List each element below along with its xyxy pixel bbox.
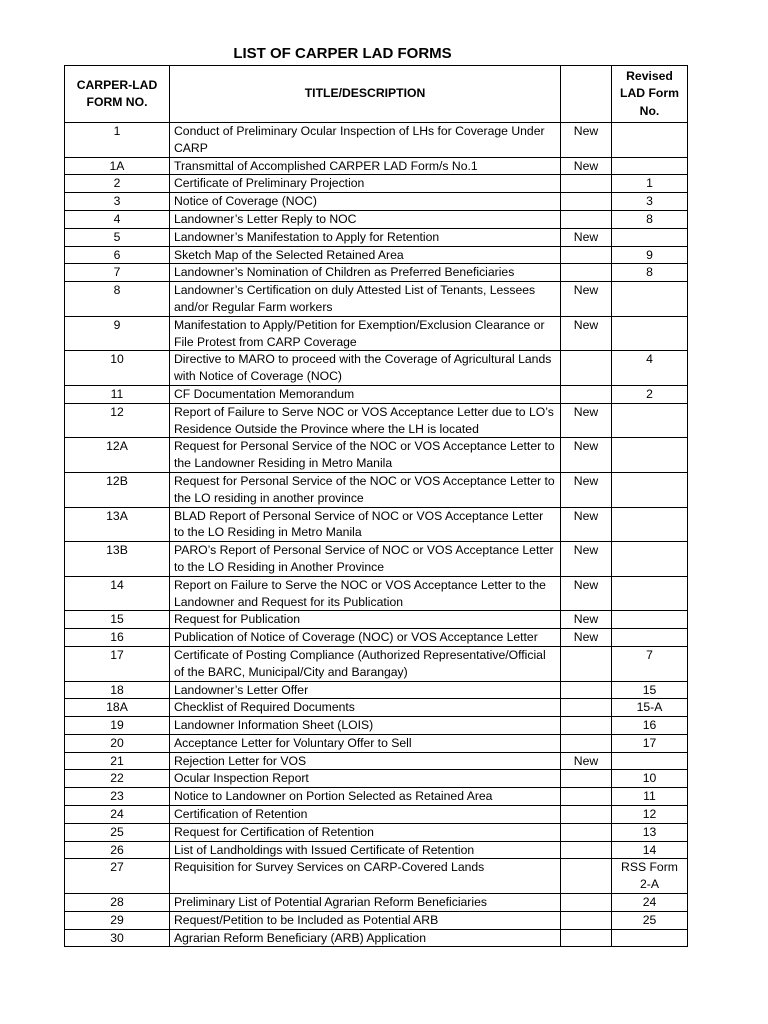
revised-form-number-cell — [612, 507, 688, 542]
table-row — [65, 542, 688, 577]
status-cell — [561, 681, 612, 699]
status-cell — [561, 806, 612, 824]
table-header — [65, 66, 688, 123]
revised-form-number-cell: 7 — [612, 646, 688, 681]
form-title-cell: Certification of Retention — [170, 806, 561, 824]
form-number-cell: 24 — [65, 806, 170, 824]
status-cell — [561, 929, 612, 947]
form-title-cell: Directive to MARO to proceed with the Coverage of Agricultural Lands with Notice of Coverage (NOC) — [170, 351, 561, 386]
table-row — [65, 646, 688, 681]
status-cell: New — [561, 228, 612, 246]
form-number-cell: 26 — [65, 841, 170, 859]
form-number-cell: 27 — [65, 859, 170, 894]
revised-form-number-cell: 17 — [612, 734, 688, 752]
form-title-cell: Requisition for Survey Services on CARP-Covered Lands — [170, 859, 561, 894]
table-row — [65, 123, 688, 158]
status-cell — [561, 717, 612, 735]
revised-form-number-cell: RSS Form 2-A — [612, 859, 688, 894]
table-row — [65, 770, 688, 788]
table-row — [65, 576, 688, 611]
revised-form-number-cell: 25 — [612, 911, 688, 929]
form-number-cell: 18 — [65, 681, 170, 699]
form-title-cell: Landowner’s Manifestation to Apply for Retention — [170, 228, 561, 246]
revised-form-number-cell — [612, 316, 688, 351]
revised-form-number-cell — [612, 403, 688, 438]
form-number-cell: 29 — [65, 911, 170, 929]
status-cell — [561, 770, 612, 788]
table-row — [65, 911, 688, 929]
form-title-cell: Conduct of Preliminary Ocular Inspection of LHs for Coverage Under CARP — [170, 123, 561, 158]
revised-form-number-cell: 13 — [612, 823, 688, 841]
status-cell — [561, 351, 612, 386]
status-cell — [561, 385, 612, 403]
revised-form-number-cell — [612, 611, 688, 629]
form-number-cell: 4 — [65, 210, 170, 228]
form-title-cell: Request for Publication — [170, 611, 561, 629]
form-title-cell: Ocular Inspection Report — [170, 770, 561, 788]
table-row — [65, 788, 688, 806]
revised-form-number-cell — [612, 472, 688, 507]
revised-form-number-cell: 11 — [612, 788, 688, 806]
forms-table — [64, 65, 688, 947]
form-title-cell: Transmittal of Accomplished CARPER LAD Form/s No.1 — [170, 157, 561, 175]
form-title-cell: Sketch Map of the Selected Retained Area — [170, 246, 561, 264]
table-row — [65, 175, 688, 193]
form-title-cell: Landowner’s Nomination of Children as Preferred Beneficiaries — [170, 264, 561, 282]
status-cell — [561, 734, 612, 752]
revised-form-number-cell: 16 — [612, 717, 688, 735]
form-number-cell: 12B — [65, 472, 170, 507]
form-title-cell: Report on Failure to Serve the NOC or VOS Acceptance Letter to the Landowner and Request for its Publication — [170, 576, 561, 611]
form-title-cell: Request for Personal Service of the NOC or VOS Acceptance Letter to the LO residing in another province — [170, 472, 561, 507]
form-number-cell: 30 — [65, 929, 170, 947]
form-title-cell: Certificate of Preliminary Projection — [170, 175, 561, 193]
revised-form-number-cell — [612, 123, 688, 158]
table-row — [65, 611, 688, 629]
table-row — [65, 734, 688, 752]
form-title-cell: Landowner’s Letter Reply to NOC — [170, 210, 561, 228]
status-cell: New — [561, 316, 612, 351]
revised-form-number-cell: 12 — [612, 806, 688, 824]
revised-form-number-cell — [612, 157, 688, 175]
revised-form-number-cell — [612, 629, 688, 647]
status-cell — [561, 841, 612, 859]
status-cell: New — [561, 629, 612, 647]
revised-form-number-cell — [612, 228, 688, 246]
table-row — [65, 228, 688, 246]
form-title-cell: Checklist of Required Documents — [170, 699, 561, 717]
revised-form-number-cell: 8 — [612, 210, 688, 228]
header-revised-form-no: Revised LAD Form No. — [612, 66, 688, 123]
revised-form-number-cell: 10 — [612, 770, 688, 788]
form-number-cell: 28 — [65, 894, 170, 912]
table-row — [65, 629, 688, 647]
table-row — [65, 699, 688, 717]
form-title-cell: Notice to Landowner on Portion Selected as Retained Area — [170, 788, 561, 806]
status-cell: New — [561, 403, 612, 438]
table-row — [65, 894, 688, 912]
form-title-cell: List of Landholdings with Issued Certificate of Retention — [170, 841, 561, 859]
revised-form-number-cell: 15 — [612, 681, 688, 699]
form-title-cell: CF Documentation Memorandum — [170, 385, 561, 403]
form-title-cell: Notice of Coverage (NOC) — [170, 193, 561, 211]
form-number-cell: 7 — [65, 264, 170, 282]
status-cell: New — [561, 507, 612, 542]
form-title-cell: PARO’s Report of Personal Service of NOC or VOS Acceptance Letter to the LO Residing in Another Province — [170, 542, 561, 577]
form-number-cell: 19 — [65, 717, 170, 735]
form-number-cell: 17 — [65, 646, 170, 681]
status-cell — [561, 911, 612, 929]
revised-form-number-cell — [612, 542, 688, 577]
form-number-cell: 22 — [65, 770, 170, 788]
table-row — [65, 385, 688, 403]
revised-form-number-cell: 14 — [612, 841, 688, 859]
form-title-cell: Landowner Information Sheet (LOIS) — [170, 717, 561, 735]
form-number-cell: 12A — [65, 438, 170, 473]
form-number-cell: 5 — [65, 228, 170, 246]
revised-form-number-cell — [612, 576, 688, 611]
status-cell — [561, 823, 612, 841]
form-number-cell: 1 — [65, 123, 170, 158]
table-row — [65, 210, 688, 228]
form-title-cell: Manifestation to Apply/Petition for Exemption/Exclusion Clearance or File Protest from CARP Coverage — [170, 316, 561, 351]
table-row — [65, 316, 688, 351]
status-cell — [561, 894, 612, 912]
status-cell: New — [561, 157, 612, 175]
form-number-cell: 18A — [65, 699, 170, 717]
form-title-cell: Request for Personal Service of the NOC or VOS Acceptance Letter to the Landowner Residing in Metro Manila — [170, 438, 561, 473]
form-title-cell: Publication of Notice of Coverage (NOC) or VOS Acceptance Letter — [170, 629, 561, 647]
table-row — [65, 351, 688, 386]
form-number-cell: 16 — [65, 629, 170, 647]
table-row — [65, 264, 688, 282]
table-row — [65, 438, 688, 473]
form-number-cell: 11 — [65, 385, 170, 403]
form-title-cell: Landowner’s Certification on duly Attested List of Tenants, Lessees and/or Regular Farm workers — [170, 282, 561, 317]
form-number-cell: 8 — [65, 282, 170, 317]
status-cell: New — [561, 542, 612, 577]
form-number-cell: 25 — [65, 823, 170, 841]
form-title-cell: Rejection Letter for VOS — [170, 752, 561, 770]
table-row — [65, 681, 688, 699]
status-cell: New — [561, 123, 612, 158]
revised-form-number-cell — [612, 282, 688, 317]
header-status — [561, 66, 612, 123]
form-title-cell: Preliminary List of Potential Agrarian Reform Beneficiaries — [170, 894, 561, 912]
form-number-cell: 9 — [65, 316, 170, 351]
form-title-cell: Landowner’s Letter Offer — [170, 681, 561, 699]
form-number-cell: 13B — [65, 542, 170, 577]
form-number-cell: 2 — [65, 175, 170, 193]
table-row — [65, 806, 688, 824]
header-form-no: CARPER-LAD FORM NO. — [65, 66, 170, 123]
status-cell — [561, 193, 612, 211]
status-cell: New — [561, 752, 612, 770]
status-cell — [561, 646, 612, 681]
header-title: TITLE/DESCRIPTION — [170, 66, 561, 123]
status-cell: New — [561, 472, 612, 507]
revised-form-number-cell: 24 — [612, 894, 688, 912]
table-row — [65, 282, 688, 317]
status-cell — [561, 175, 612, 193]
table-row — [65, 403, 688, 438]
header-row — [65, 66, 688, 123]
status-cell — [561, 699, 612, 717]
form-title-cell: Certificate of Posting Compliance (Authorized Representative/Official of the BARC, Municipal/City and Barangay) — [170, 646, 561, 681]
status-cell — [561, 246, 612, 264]
revised-form-number-cell: 9 — [612, 246, 688, 264]
revised-form-number-cell: 8 — [612, 264, 688, 282]
table-row — [65, 472, 688, 507]
table-row — [65, 193, 688, 211]
form-title-cell: Report of Failure to Serve NOC or VOS Acceptance Letter due to LO’s Residence Outside the Province where the LH is located — [170, 403, 561, 438]
table-row — [65, 717, 688, 735]
page-title — [0, 45, 685, 62]
table-row — [65, 752, 688, 770]
form-number-cell: 6 — [65, 246, 170, 264]
form-title-cell: Request for Certification of Retention — [170, 823, 561, 841]
table-row — [65, 157, 688, 175]
table-row — [65, 841, 688, 859]
revised-form-number-cell: 15-A — [612, 699, 688, 717]
form-number-cell: 21 — [65, 752, 170, 770]
table-row — [65, 859, 688, 894]
revised-form-number-cell: 3 — [612, 193, 688, 211]
revised-form-number-cell — [612, 929, 688, 947]
form-title-cell: Acceptance Letter for Voluntary Offer to Sell — [170, 734, 561, 752]
form-title-cell: Agrarian Reform Beneficiary (ARB) Application — [170, 929, 561, 947]
revised-form-number-cell — [612, 752, 688, 770]
form-number-cell: 23 — [65, 788, 170, 806]
form-number-cell: 12 — [65, 403, 170, 438]
status-cell: New — [561, 611, 612, 629]
form-number-cell: 14 — [65, 576, 170, 611]
revised-form-number-cell — [612, 438, 688, 473]
status-cell — [561, 264, 612, 282]
status-cell: New — [561, 438, 612, 473]
page-title-text: LIST OF CARPER LAD FORMS — [233, 45, 452, 62]
table-row — [65, 507, 688, 542]
table-body — [65, 123, 688, 947]
revised-form-number-cell: 1 — [612, 175, 688, 193]
form-number-cell: 20 — [65, 734, 170, 752]
form-number-cell: 15 — [65, 611, 170, 629]
form-number-cell: 3 — [65, 193, 170, 211]
form-title-cell: BLAD Report of Personal Service of NOC or VOS Acceptance Letter to the LO Residing in Metro Manila — [170, 507, 561, 542]
status-cell — [561, 788, 612, 806]
revised-form-number-cell: 2 — [612, 385, 688, 403]
revised-form-number-cell: 4 — [612, 351, 688, 386]
status-cell — [561, 210, 612, 228]
status-cell — [561, 859, 612, 894]
form-number-cell: 13A — [65, 507, 170, 542]
table-row — [65, 246, 688, 264]
form-number-cell: 1A — [65, 157, 170, 175]
form-number-cell: 10 — [65, 351, 170, 386]
table-row — [65, 929, 688, 947]
status-cell: New — [561, 282, 612, 317]
table-row — [65, 823, 688, 841]
form-title-cell: Request/Petition to be Included as Potential ARB — [170, 911, 561, 929]
status-cell: New — [561, 576, 612, 611]
